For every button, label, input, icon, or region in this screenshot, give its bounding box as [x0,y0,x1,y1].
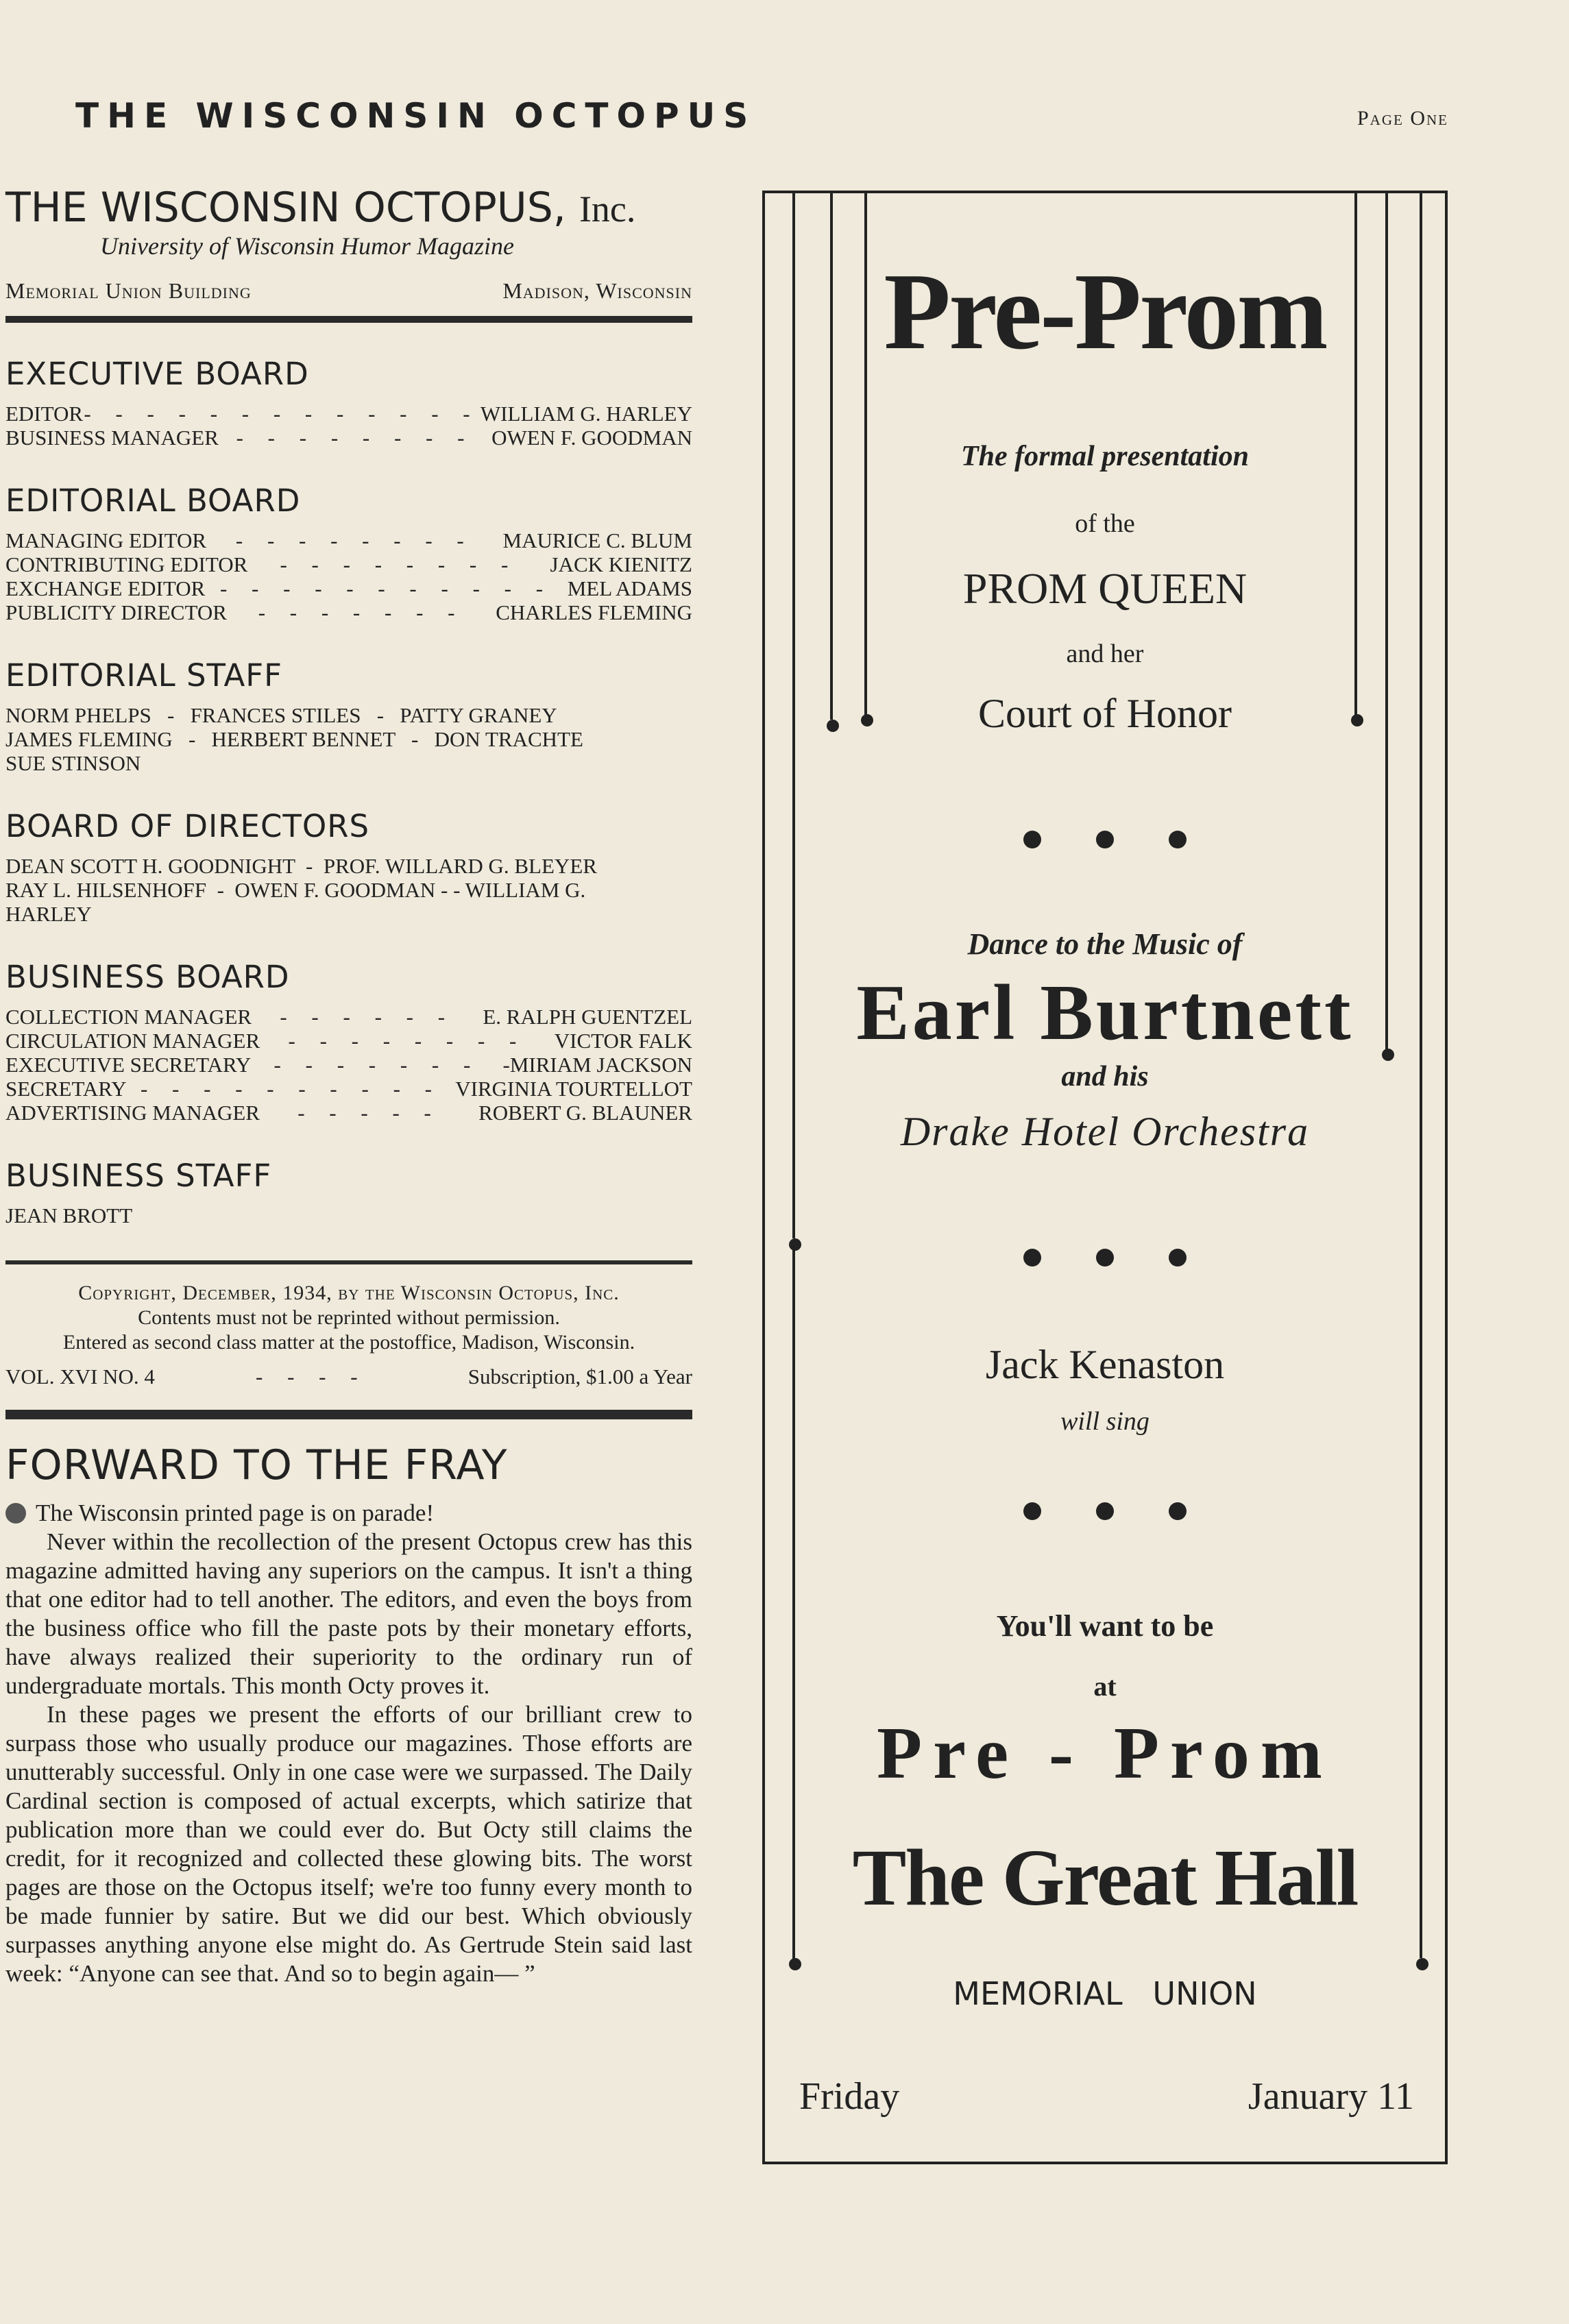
masthead-inc: Inc. [579,188,636,230]
ad-line: and her [1066,639,1144,668]
dot-separator [765,831,1445,848]
dashes: - - - - - - - - - - [140,1077,441,1101]
masthead-title [5,185,692,230]
editorial-body [5,1499,692,1988]
location-city: Madison, Wisconsin [502,278,692,303]
person: VICTOR FALK [554,1029,692,1053]
role: EXCHANGE EDITOR [5,576,206,600]
dot-ornament [1096,831,1114,848]
editorial-text: The Wisconsin printed page is on parade! [36,1500,435,1526]
dot-ornament [1169,1249,1187,1267]
ad-line: and his [1061,1061,1149,1092]
person: -MIRIAM JACKSON [502,1053,692,1077]
dot-separator [765,1502,1445,1520]
editorial-paragraph [5,1499,692,1528]
ad-line: will sing [1060,1407,1150,1436]
business-staff-heading: BUSINESS STAFF [5,1158,272,1194]
editorial-staff-line: SUE STINSON [5,751,141,775]
editorial-board-heading: EDITORIAL BOARD [5,482,301,519]
masthead-column [5,185,692,1988]
role: SECRETARY [5,1077,127,1101]
dashes: - - - - - - - [273,1053,481,1077]
volume-row [5,1365,692,1389]
executive-board-heading: EXECUTIVE BOARD [5,356,309,392]
dashes: - - - - - - - - - - - - - [84,402,480,426]
ad-event-name: Pre - Prom [877,1713,1333,1794]
dot-ornament [1416,1958,1428,1970]
dashes: - - - - - - [280,1005,455,1029]
role: ADVERTISING MANAGER [5,1101,260,1125]
staff-row [5,552,692,576]
role: CIRCULATION MANAGER [5,1029,260,1053]
person: MAURICE C. BLUM [502,528,692,552]
staff-row [5,1029,692,1053]
person: JACK KIENITZ [550,552,692,576]
ad-line: The formal presentation [960,441,1250,472]
editorial-heading: FORWARD TO THE FRAY [5,1441,508,1489]
staff-row [5,600,692,624]
page-number: Page One [1357,107,1449,130]
dashes: - - - - [256,1365,367,1389]
role: MANAGING EDITOR [5,528,207,552]
editorial-staff-heading: EDITORIAL STAFF [5,657,283,694]
directors-line: RAY L. HILSENHOFF - OWEN F. GOODMAN - - WILLIAM G. [5,878,586,902]
person: VIRGINIA TOURTELLOT [455,1077,692,1101]
dashes: - - - - - - - - [288,1029,526,1053]
staff-row [5,528,692,552]
running-head-title: THE WISCONSIN OCTOPUS [75,96,757,136]
copyright-line: Contents must not be reprinted without permission. [138,1306,560,1329]
role: COLLECTION MANAGER [5,1005,252,1029]
staff-row [5,426,692,450]
ad-line: You'll want to be [996,1609,1214,1643]
staff-row [5,576,692,600]
dot-ornament [1023,831,1041,848]
editorial-staff-line: JAMES FLEMING - HERBERT BENNET - DON TRACHTE [5,727,583,751]
person: OWEN F. GOODMAN [491,426,692,450]
dot-ornament [789,1958,801,1970]
dot-ornament [1023,1249,1041,1267]
ad-court-of-honor: Court of Honor [978,691,1232,736]
dashes: - - - - - - - - [236,426,474,450]
ad-venue: The Great Hall [852,1833,1358,1922]
editorial-staff-line: NORM PHELPS - FRANCES STILES - PATTY GRANEY [5,703,557,727]
editorial-paragraph: In these pages we present the efforts of our brilliant crew to surpass those who usually produce our magazines. Those efforts are unutterably successful. Only in one case were we surpassed. The Daily Cardinal section is composed of actual excerpts, which satirize that publication more than we could ever do. But Octy still claims the credit, for it recognized and collected these glowing bits. The worst pages are those on the Octopus itself; we're too funny every month to be made funnier by satire. But we did our best. Which obviously surpasses anything anyone else might do. As Gertrude Stein said last week: “Anyone can see that. And so to begin again— ” [5,1701,692,1987]
person: E. RALPH GUENTZEL [483,1005,692,1029]
bullet-icon [5,1503,26,1524]
ad-venue-sub: MEMORIAL UNION [953,1975,1257,2012]
dashes: - - - - - - - - [235,528,474,552]
dot-ornament [1169,1502,1187,1520]
editorial-paragraph: Never within the recollection of the present Octopus crew has this magazine admitted having any superiors on the campus. It isn't a thing that one editor had to tell another. The editors, and even the boys from the business office who fill the paste pots by their monetary efforts, have always realized their superiority to the ordinary run of undergraduate mortals. This month Octy proves it. [5,1528,692,1699]
ad-singer: Jack Kenaston [985,1342,1225,1387]
volume-number: VOL. XVI NO. 4 [5,1365,155,1389]
directors-line: HARLEY [5,902,92,926]
copyright-line: Copyright, December, 1934, by the Wisconsin Octopus, Inc. [78,1282,620,1304]
staff-row [5,402,692,426]
executive-board-list [5,402,692,450]
dot-ornament [1096,1502,1114,1520]
masthead-location [5,278,692,304]
role: EXECUTIVE SECRETARY [5,1053,252,1077]
location-building: Memorial Union Building [5,278,252,303]
dot-separator [765,1249,1445,1267]
ad-day: Friday [799,2075,900,2118]
business-board-heading: BUSINESS BOARD [5,959,290,995]
editorial-board-list [5,528,692,624]
dashes: - - - - - [297,1101,441,1125]
directors-line: DEAN SCOTT H. GOODNIGHT - PROF. WILLARD G. BLEYER [5,854,597,878]
staff-row [5,1077,692,1101]
role: PUBLICITY DIRECTOR [5,600,227,624]
dashes: - - - - - - - - [280,552,518,576]
dot-ornament [1096,1249,1114,1267]
ad-line: of the [1075,509,1135,538]
ad-dance-line: Dance to the Music of [967,927,1243,961]
masthead-subtitle: University of Wisconsin Humor Magazine [100,232,514,260]
magazine-name: THE WISCONSIN OCTOPUS, [5,184,566,232]
board-of-directors-heading: BOARD OF DIRECTORS [5,808,370,844]
person: WILLIAM G. HARLEY [480,402,692,426]
pre-prom-advertisement [762,191,1448,2164]
rule [5,1410,692,1419]
staff-row [5,1101,692,1125]
rule [5,316,692,323]
ad-title: Pre-Prom [884,250,1326,372]
dashes: - - - - - - - [258,600,465,624]
ad-date: January 11 [1248,2075,1414,2118]
dot-ornament [1023,1502,1041,1520]
copyright-block [5,1260,692,1389]
business-staff-line: JEAN BROTT [5,1203,133,1227]
person: MEL ADAMS [567,576,692,600]
ad-orchestra: Drake Hotel Orchestra [900,1109,1310,1154]
staff-row [5,1005,692,1029]
ad-band-leader: Earl Burtnett [856,969,1354,1057]
dot-ornament [1169,831,1187,848]
person: CHARLES FLEMING [496,600,692,624]
business-board-list [5,1005,692,1125]
person: ROBERT G. BLAUNER [478,1101,692,1125]
dashes: - - - - - - - - - - - [219,576,553,600]
ad-prom-queen: PROM QUEEN [962,564,1248,613]
copyright-line: Entered as second class matter at the postoffice, Madison, Wisconsin. [62,1331,635,1354]
role: EDITOR [5,402,84,426]
subscription-price: Subscription, $1.00 a Year [467,1365,692,1389]
ad-line: at [1093,1671,1117,1702]
role: CONTRIBUTING EDITOR [5,552,248,576]
staff-row [5,1053,692,1077]
role: BUSINESS MANAGER [5,426,219,450]
